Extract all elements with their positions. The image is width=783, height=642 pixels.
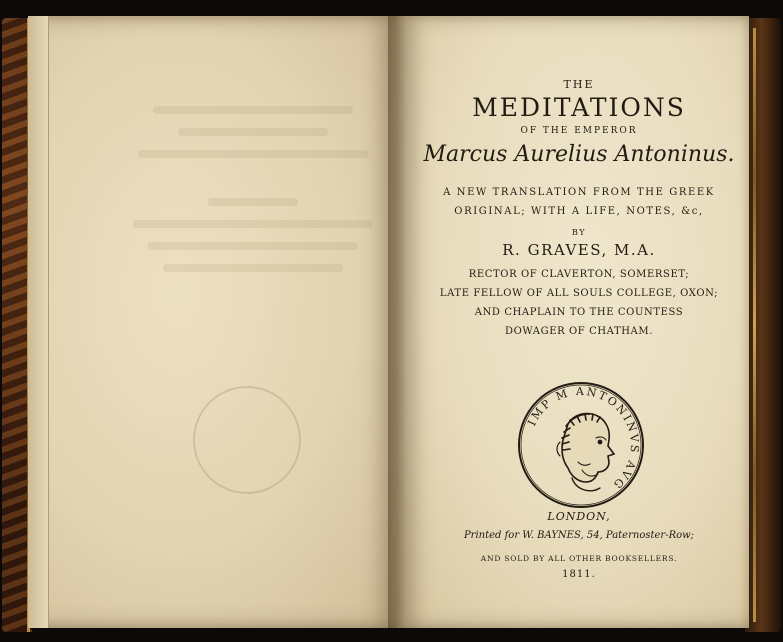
medallion-inscription: IMP M ANTONINVS AVG [525, 384, 642, 493]
imprint-sold-by: AND SOLD BY ALL OTHER BOOKSELLERS. [480, 554, 678, 563]
credential-line-3: AND CHAPLAIN TO THE COUNTESS [474, 307, 684, 318]
credential-line-4: DOWAGER OF CHATHAM. [504, 326, 653, 337]
credential-line-1: RECTOR OF CLAVERTON, SOMERSET; [468, 269, 690, 280]
emperor-name: Marcus Aurelius Antoninus. [423, 142, 735, 167]
imprint-block [410, 510, 748, 580]
show-through-medallion [193, 386, 301, 494]
subtitle-line-1: A NEW TRANSLATION FROM THE GREEK [443, 187, 715, 198]
by-line: BY [571, 228, 587, 237]
antoninus-medallion [516, 380, 646, 510]
imprint-year: 1811. [562, 569, 596, 580]
subtitle-line-2: ORIGINAL; WITH A LIFE, NOTES, &c, [454, 206, 704, 217]
blank-endpaper-page [28, 16, 401, 628]
title-of-emperor: OF THE EMPEROR [520, 126, 638, 136]
title-article: THE [563, 78, 595, 91]
book-gutter-shadow [388, 16, 406, 628]
credential-line-2: LATE FELLOW OF ALL SOULS COLLEGE, OXON; [439, 288, 719, 299]
book-title: MEDITATIONS [472, 93, 686, 122]
title-block [410, 78, 748, 341]
imprint-printer: Printed for W. BAYNES, 54, Paternoster-Row; [463, 530, 695, 541]
show-through-text [123, 106, 383, 286]
author-name: R. GRAVES, M.A. [502, 241, 656, 259]
imprint-city: LONDON, [547, 510, 611, 523]
emperor-profile-engraving [557, 414, 614, 491]
leather-cover-right [745, 18, 781, 632]
